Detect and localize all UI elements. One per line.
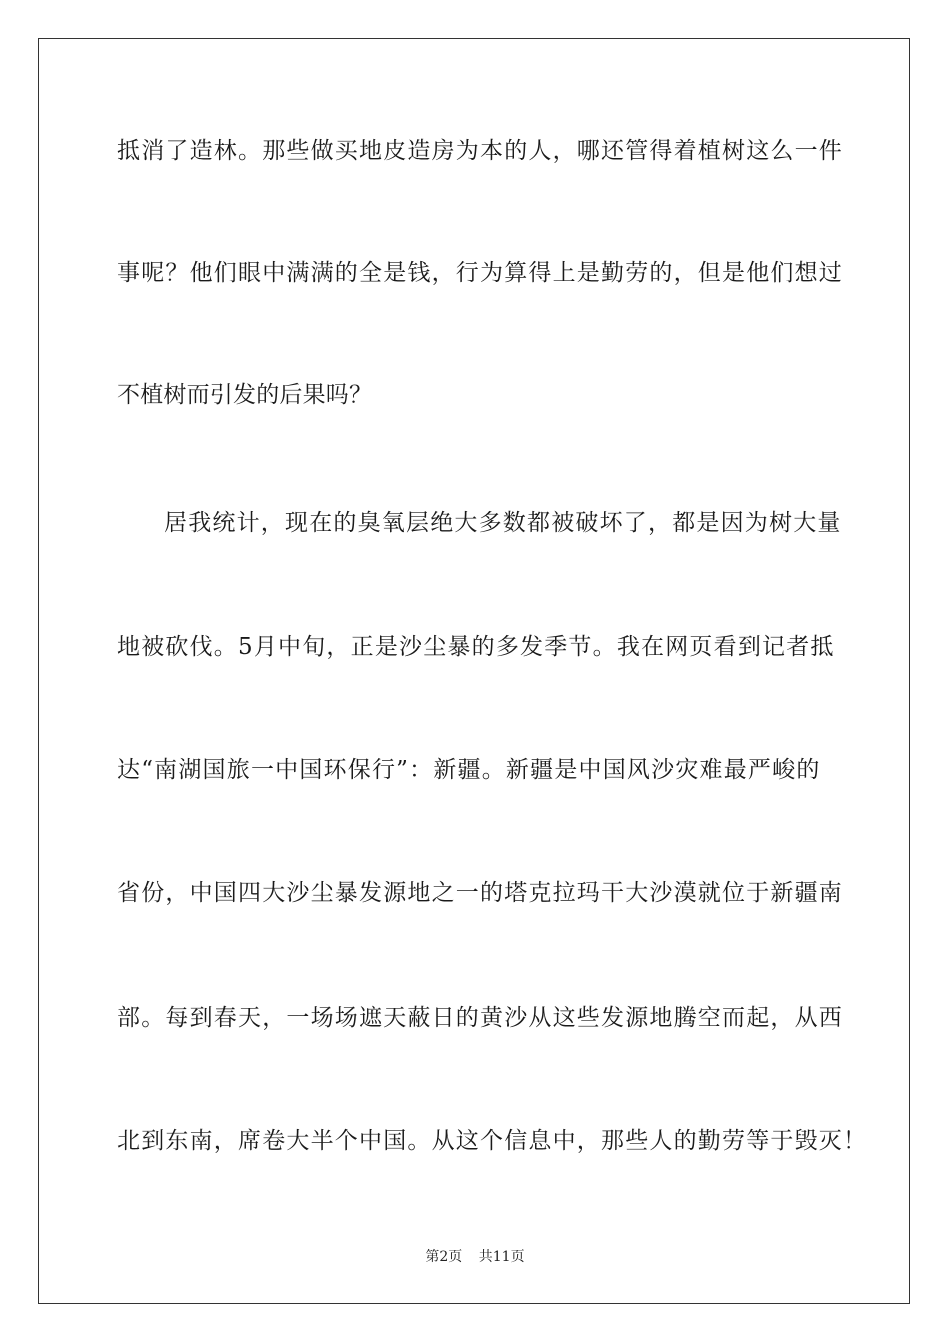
page-border [38,38,910,1304]
text-line: 省份，中国四大沙尘暴发源地之一的塔克拉玛干大沙漠就位于新疆南 [117,880,843,906]
text-line: 事呢？他们眼中满满的全是钱，行为算得上是勤劳的，但是他们想过 [117,260,843,286]
paragraph-first-line: 居我统计，现在的臭氧层绝大多数都被破坏了，都是因为树大量 [164,510,842,536]
text-line: 抵消了造林。那些做买地皮造房为本的人，哪还管得着植树这么一件 [117,138,843,164]
text-line: 北到东南，席卷大半个中国。从这个信息中，那些人的勤劳等于毁灭！ [117,1128,868,1154]
total-pages: 共11页 [478,1249,525,1265]
page-footer [0,1248,950,1266]
text-line: 不植树而引发的后果吗？ [117,382,373,408]
text-line: 达“南湖国旅一中国环保行”：新疆。新疆是中国风沙灾难最严峻的 [117,757,821,783]
text-line: 地被砍伐。5月中旬，正是沙尘暴的多发季节。我在网页看到记者抵 [117,634,835,660]
text-line: 部。每到春天，一场场遮天蔽日的黄沙从这些发源地腾空而起，从西 [117,1005,843,1031]
page-number: 第2页 [425,1249,463,1265]
